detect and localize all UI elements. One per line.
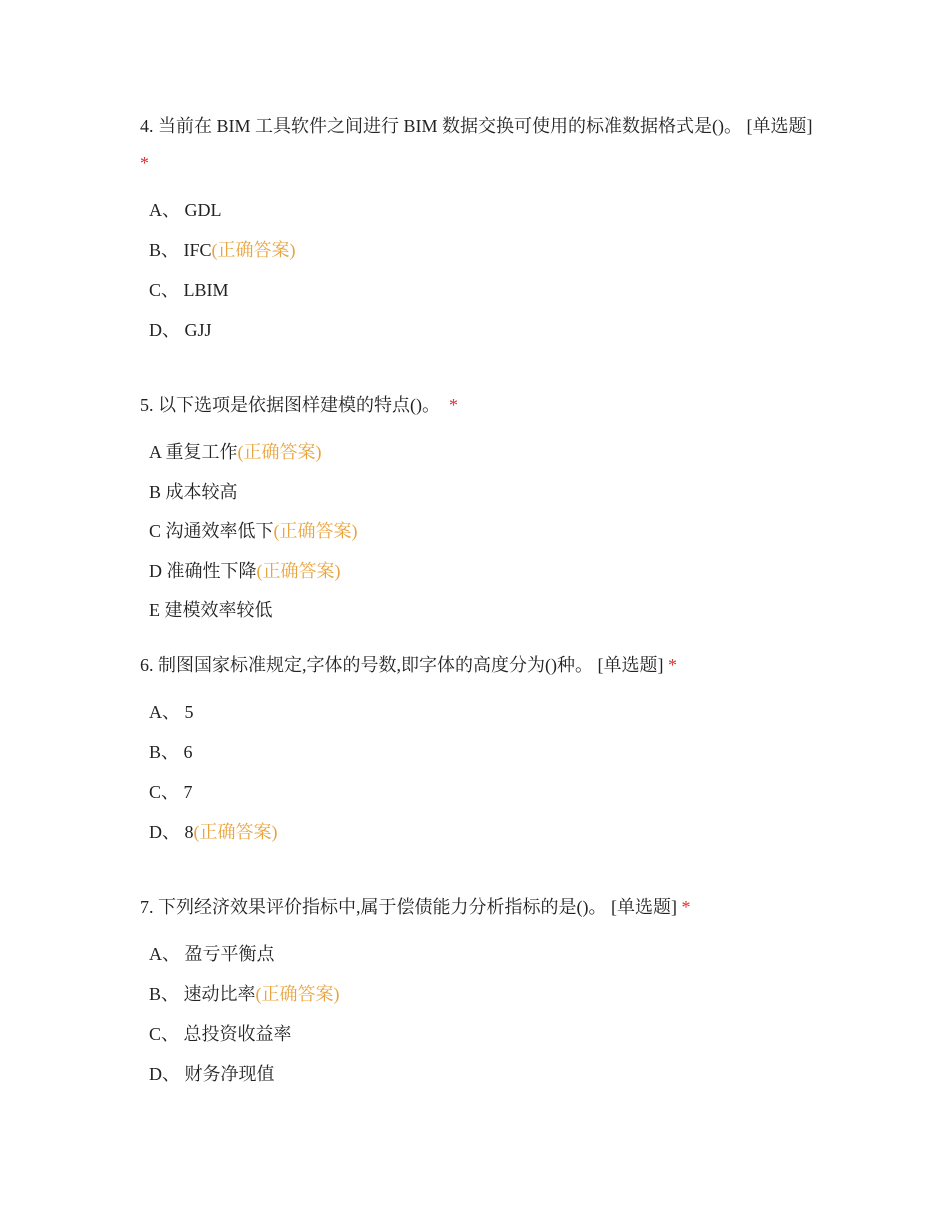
question-title: 6. 制图国家标准规定,字体的号数,即字体的高度分为()种。 [单选题] * — [140, 655, 677, 675]
question-4 — [140, 108, 820, 182]
option-6d: D、 8(正确答案) — [149, 822, 278, 842]
question-title: 4. 当前在 BIM 工具软件之间进行 BIM 数据交换可使用的标准数据格式是()。 [单选题] * — [140, 116, 813, 173]
option-7d: D、 财务净现值 — [149, 1064, 275, 1084]
option-5c: C 沟通效率低下(正确答案) — [149, 521, 358, 541]
question-6 — [140, 647, 820, 684]
required-star: * — [449, 395, 458, 415]
option-5e: E 建模效率较低 — [149, 600, 273, 620]
question-5 — [140, 387, 820, 424]
option-6b: B、 6 — [149, 742, 193, 762]
required-star: * — [681, 897, 691, 917]
required-star: * — [140, 153, 149, 173]
correct-answer-mark: (正确答案) — [256, 561, 341, 581]
correct-answer-mark: (正确答案) — [211, 240, 296, 260]
option-4d: D、 GJJ — [149, 320, 212, 340]
option-7a: A、 盈亏平衡点 — [149, 944, 275, 964]
option-6a: A、 5 — [149, 702, 194, 722]
option-5a: A 重复工作(正确答案) — [149, 442, 322, 462]
question-7 — [140, 889, 820, 926]
question-title: 5. 以下选项是依据图样建模的特点()。 * — [140, 395, 458, 415]
option-5b: B 成本较高 — [149, 482, 238, 502]
option-5d: D 准确性下降(正确答案) — [149, 561, 341, 581]
required-star: * — [667, 655, 677, 675]
correct-answer-mark: (正确答案) — [255, 984, 340, 1004]
option-4c: C、 LBIM — [149, 280, 229, 300]
option-4b: B、 IFC(正确答案) — [149, 240, 296, 260]
option-4a: A、 GDL — [149, 200, 222, 220]
question-title: 7. 下列经济效果评价指标中,属于偿债能力分析指标的是()。 [单选题] * — [140, 897, 691, 917]
correct-answer-mark: (正确答案) — [237, 442, 322, 462]
correct-answer-mark: (正确答案) — [273, 521, 358, 541]
option-7c: C、 总投资收益率 — [149, 1024, 292, 1044]
option-7b: B、 速动比率(正确答案) — [149, 984, 340, 1004]
correct-answer-mark: (正确答案) — [193, 822, 278, 842]
option-6c: C、 7 — [149, 782, 193, 802]
